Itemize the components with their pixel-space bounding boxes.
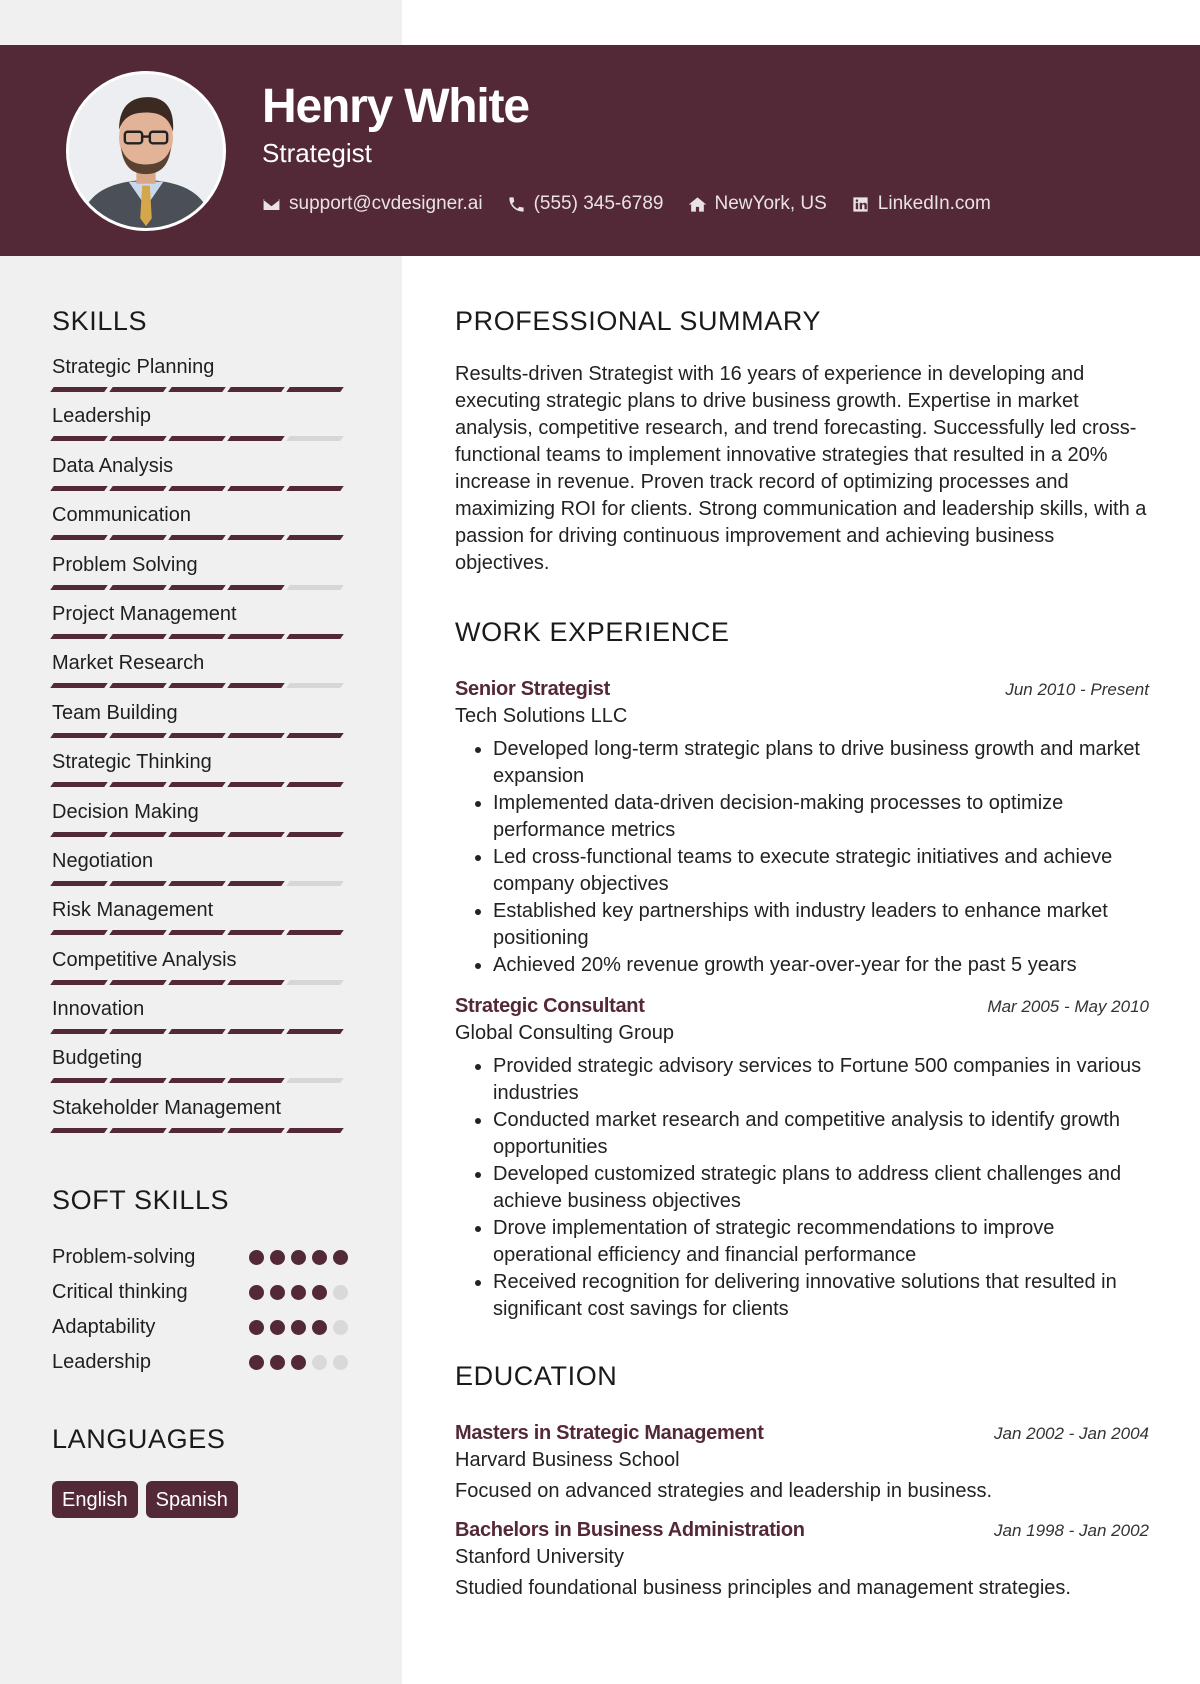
rating-dot — [333, 1250, 348, 1265]
skill-item — [52, 357, 352, 406]
job-company: Tech Solutions LLC — [455, 705, 628, 727]
education-degree: Masters in Strategic Management — [455, 1422, 764, 1444]
contact-linkedin[interactable] — [851, 193, 991, 215]
language-tag: English — [52, 1481, 138, 1518]
home-icon — [688, 195, 707, 214]
rating-dot — [270, 1250, 285, 1265]
soft-skill-item — [52, 1345, 348, 1380]
contact-phone-text: (555) 345-6789 — [533, 193, 664, 214]
skill-level-segment — [286, 535, 344, 540]
job-role: Senior Strategist — [455, 678, 610, 700]
education-header — [455, 1519, 1149, 1542]
education-list — [455, 1422, 1149, 1600]
rating-dot — [291, 1285, 306, 1300]
skill-item — [52, 555, 352, 604]
skill-level-segment — [168, 1029, 226, 1034]
skill-item — [52, 1098, 352, 1147]
skill-level-segment — [227, 683, 285, 688]
skill-level-segment — [109, 832, 167, 837]
skill-name: Budgeting — [52, 1047, 143, 1070]
skill-level-segment — [109, 436, 167, 441]
languages-list — [52, 1481, 352, 1518]
skill-level-segment — [109, 782, 167, 787]
skill-level-segment — [227, 535, 285, 540]
rating-dot — [249, 1355, 264, 1370]
skills-heading: SKILLS — [52, 306, 148, 336]
skill-level-segment — [168, 436, 226, 441]
skill-name: Problem Solving — [52, 553, 198, 576]
skill-name: Market Research — [52, 652, 205, 675]
skill-item — [52, 1048, 352, 1097]
skill-name: Decision Making — [52, 800, 199, 823]
contact-row — [262, 193, 991, 215]
skill-level-segment — [286, 782, 344, 787]
contact-email-text: support@cvdesigner.ai — [289, 193, 483, 214]
education-degree: Bachelors in Business Administration — [455, 1519, 805, 1541]
skill-level-bar — [52, 585, 352, 590]
skill-level-segment — [50, 1078, 108, 1083]
skill-name: Stakeholder Management — [52, 1096, 282, 1119]
job-dates: Mar 2005 - May 2010 — [987, 997, 1149, 1016]
skill-level-segment — [50, 733, 108, 738]
skill-level-segment — [168, 881, 226, 886]
rating-dot — [312, 1285, 327, 1300]
skill-level-segment — [50, 486, 108, 491]
skill-level-segment — [286, 881, 344, 886]
skill-level-bar — [52, 634, 352, 639]
avatar-illustration — [69, 74, 223, 228]
soft-skill-item — [52, 1310, 348, 1345]
skill-level-segment — [286, 436, 344, 441]
education-dates: Jan 2002 - Jan 2004 — [993, 1424, 1149, 1443]
skill-level-segment — [227, 436, 285, 441]
skill-level-segment — [168, 683, 226, 688]
rating-dot — [312, 1250, 327, 1265]
soft-skills-list — [52, 1240, 352, 1380]
skill-level-segment — [50, 1029, 108, 1034]
job-bullet: • Implemented data-driven decision-making processes to optimize performance metrics — [493, 790, 1149, 844]
rating-dot — [333, 1320, 348, 1335]
job-bullet: • Provided strategic advisory services to Fortune 500 companies in various industries — [493, 1053, 1149, 1107]
skill-name: Risk Management — [52, 899, 214, 922]
skill-level-segment — [227, 930, 285, 935]
rating-dot — [270, 1320, 285, 1335]
skill-level-segment — [168, 535, 226, 540]
skill-level-segment — [50, 1128, 108, 1133]
skill-name: Competitive Analysis — [52, 948, 237, 971]
rating-dot — [270, 1285, 285, 1300]
skill-level-segment — [50, 782, 108, 787]
skill-level-segment — [109, 535, 167, 540]
skill-level-segment — [168, 486, 226, 491]
skill-level-bar — [52, 930, 352, 935]
skill-level-segment — [109, 733, 167, 738]
skill-item — [52, 802, 352, 851]
skill-level-segment — [50, 634, 108, 639]
contact-email[interactable] — [262, 193, 483, 215]
skill-level-bar — [52, 683, 352, 688]
skill-level-segment — [168, 1128, 226, 1133]
skill-level-segment — [50, 436, 108, 441]
skill-item — [52, 604, 352, 653]
skill-level-segment — [168, 980, 226, 985]
education-heading: EDUCATION — [455, 1361, 618, 1391]
skill-level-bar — [52, 387, 352, 392]
job-role: Strategic Consultant — [455, 995, 645, 1017]
contact-phone[interactable] — [507, 193, 664, 215]
skill-level-segment — [227, 733, 285, 738]
job-title: Strategist — [262, 138, 372, 168]
skill-level-segment — [50, 387, 108, 392]
soft-skills-heading: SOFT SKILLS — [52, 1185, 230, 1216]
skill-level-segment — [109, 1128, 167, 1133]
skill-level-segment — [50, 980, 108, 985]
skill-name: Negotiation — [52, 849, 154, 872]
skill-item — [52, 406, 352, 455]
skill-level-segment — [50, 535, 108, 540]
rating-dot — [270, 1355, 285, 1370]
skill-name: Strategic Planning — [52, 356, 215, 378]
rating-dot — [249, 1250, 264, 1265]
skill-level-segment — [109, 634, 167, 639]
skill-level-segment — [168, 782, 226, 787]
skill-name: Communication — [52, 504, 191, 527]
skill-level-segment — [109, 585, 167, 590]
language-tag: Spanish — [146, 1481, 238, 1518]
summary-heading: PROFESSIONAL SUMMARY — [455, 306, 822, 336]
contact-location — [688, 193, 827, 215]
soft-skill-name: Adaptability — [52, 1316, 156, 1339]
education-school: Harvard Business School — [455, 1449, 680, 1471]
job-dates: Jun 2010 - Present — [1005, 680, 1149, 699]
soft-skill-name: Critical thinking — [52, 1281, 188, 1304]
soft-skill-name: Problem-solving — [52, 1246, 196, 1269]
skill-level-segment — [168, 733, 226, 738]
skill-level-segment — [50, 881, 108, 886]
soft-skill-rating — [249, 1355, 348, 1370]
soft-skill-name: Leadership — [52, 1351, 151, 1374]
skill-level-segment — [286, 387, 344, 392]
soft-skill-rating — [249, 1320, 348, 1335]
education-description: Studied foundational business principles and management strategies. — [455, 1577, 1071, 1599]
skill-level-bar — [52, 1128, 352, 1133]
skill-level-segment — [109, 1078, 167, 1083]
skill-level-bar — [52, 436, 352, 441]
languages-heading: LANGUAGES — [52, 1424, 226, 1455]
jobs-list — [455, 678, 1149, 1323]
skill-item — [52, 999, 352, 1048]
job-bullets — [455, 736, 1149, 979]
main-content — [455, 306, 1149, 1600]
job-entry — [455, 678, 1149, 979]
skill-level-segment — [286, 634, 344, 639]
skill-level-segment — [109, 1029, 167, 1034]
skill-level-bar — [52, 980, 352, 985]
skill-level-segment — [168, 832, 226, 837]
skill-name: Strategic Thinking — [52, 751, 212, 774]
job-bullet: • Developed customized strategic plans to address client challenges and achieve business objectives — [493, 1161, 1149, 1215]
job-bullet: • Achieved 20% revenue growth year-over-year for the past 5 years — [493, 952, 1149, 979]
skill-level-bar — [52, 486, 352, 491]
skill-item — [52, 900, 352, 949]
job-bullet: • Led cross-functional teams to execute strategic initiatives and achieve company objectives — [493, 844, 1149, 898]
skill-level-segment — [286, 733, 344, 738]
skill-level-bar — [52, 881, 352, 886]
skill-name: Innovation — [52, 998, 145, 1021]
job-bullet: • Developed long-term strategic plans to drive business growth and market expansion — [493, 736, 1149, 790]
skill-level-bar — [52, 1078, 352, 1083]
skill-level-segment — [286, 1078, 344, 1083]
profile-photo — [66, 71, 226, 231]
education-dates: Jan 1998 - Jan 2002 — [993, 1521, 1149, 1540]
skill-level-bar — [52, 733, 352, 738]
skill-level-segment — [227, 1128, 285, 1133]
skill-level-segment — [109, 930, 167, 935]
skill-level-segment — [227, 980, 285, 985]
skill-level-segment — [286, 930, 344, 935]
contact-location-text: NewYork, US — [714, 193, 827, 214]
skill-level-segment — [109, 387, 167, 392]
contact-linkedin-text: LinkedIn.com — [877, 193, 991, 214]
skill-item — [52, 456, 352, 505]
skill-level-segment — [168, 585, 226, 590]
soft-skill-item — [52, 1240, 348, 1275]
education-entry — [455, 1519, 1149, 1600]
skill-level-segment — [286, 832, 344, 837]
skill-level-segment — [286, 486, 344, 491]
skill-level-bar — [52, 535, 352, 540]
skill-level-segment — [168, 930, 226, 935]
envelope-icon — [262, 195, 281, 214]
skill-name: Leadership — [52, 405, 151, 428]
job-bullet: • Established key partnerships with industry leaders to enhance market positioning — [493, 898, 1149, 952]
skill-name: Team Building — [52, 701, 178, 724]
skill-level-segment — [50, 683, 108, 688]
soft-skill-item — [52, 1275, 348, 1310]
skill-level-segment — [227, 832, 285, 837]
rating-dot — [312, 1355, 327, 1370]
sidebar — [52, 306, 352, 1518]
skill-item — [52, 851, 352, 900]
education-school: Stanford University — [455, 1546, 624, 1568]
skill-name: Project Management — [52, 602, 237, 625]
rating-dot — [333, 1355, 348, 1370]
skill-level-segment — [50, 585, 108, 590]
skill-level-segment — [168, 1078, 226, 1083]
skill-item — [52, 703, 352, 752]
education-description: Focused on advanced strategies and leadership in business. — [455, 1480, 993, 1502]
skill-level-segment — [227, 486, 285, 491]
skill-item — [52, 950, 352, 999]
skill-level-bar — [52, 832, 352, 837]
rating-dot — [249, 1285, 264, 1300]
skill-level-bar — [52, 1029, 352, 1034]
skill-level-segment — [50, 832, 108, 837]
phone-icon — [507, 195, 526, 214]
job-header — [455, 678, 1149, 701]
skill-level-segment — [227, 585, 285, 590]
rating-dot — [291, 1250, 306, 1265]
rating-dot — [291, 1320, 306, 1335]
skill-level-segment — [168, 387, 226, 392]
skill-level-segment — [168, 634, 226, 639]
skill-name: Data Analysis — [52, 454, 174, 477]
skill-level-segment — [227, 1078, 285, 1083]
job-company: Global Consulting Group — [455, 1022, 675, 1044]
skill-level-segment — [286, 1029, 344, 1034]
job-header — [455, 995, 1149, 1018]
job-bullet: • Conducted market research and competitive analysis to identify growth opportunities — [493, 1107, 1149, 1161]
job-bullet: • Received recognition for delivering innovative solutions that resulted in significant cost savings for clients — [493, 1269, 1149, 1323]
rating-dot — [249, 1320, 264, 1335]
skill-level-segment — [227, 881, 285, 886]
skill-level-bar — [52, 782, 352, 787]
job-bullets — [455, 1053, 1149, 1323]
skill-level-segment — [227, 782, 285, 787]
resume-header — [0, 45, 1200, 256]
soft-skill-rating — [249, 1285, 348, 1300]
skill-level-segment — [286, 585, 344, 590]
skill-level-segment — [227, 387, 285, 392]
person-name: Henry White — [262, 80, 529, 133]
skill-level-segment — [50, 930, 108, 935]
skill-level-segment — [227, 634, 285, 639]
skill-level-segment — [286, 1128, 344, 1133]
skill-level-segment — [286, 683, 344, 688]
job-bullet: • Drove implementation of strategic recommendations to improve operational efficiency and financial performance — [493, 1215, 1149, 1269]
skill-level-segment — [109, 486, 167, 491]
linkedin-icon — [851, 195, 870, 214]
soft-skill-rating — [249, 1250, 348, 1265]
skill-level-segment — [109, 683, 167, 688]
rating-dot — [312, 1320, 327, 1335]
rating-dot — [291, 1355, 306, 1370]
skill-item — [52, 505, 352, 554]
skills-list — [52, 357, 352, 1147]
skill-item — [52, 752, 352, 801]
skill-level-segment — [286, 980, 344, 985]
work-heading: WORK EXPERIENCE — [455, 617, 730, 647]
skill-level-segment — [109, 881, 167, 886]
skill-level-segment — [109, 980, 167, 985]
skill-item — [52, 653, 352, 702]
summary-text: Results-driven Strategist with 16 years of experience in developing and executing strategic plans to drive business growth. Expertise in market analysis, competitive research, and trend forecasting. Successfully led cross-functional teams to implement innovative strategies that resulted in a 20% increase in revenue. Proven track record of optimizing processes and maximizing ROI for clients. Strong communication and leadership skills, with a passion for driving continuous improvement and achieving business objectives. — [455, 363, 1147, 574]
skill-level-segment — [227, 1029, 285, 1034]
job-entry — [455, 995, 1149, 1323]
education-header — [455, 1422, 1149, 1445]
education-entry — [455, 1422, 1149, 1503]
rating-dot — [333, 1285, 348, 1300]
